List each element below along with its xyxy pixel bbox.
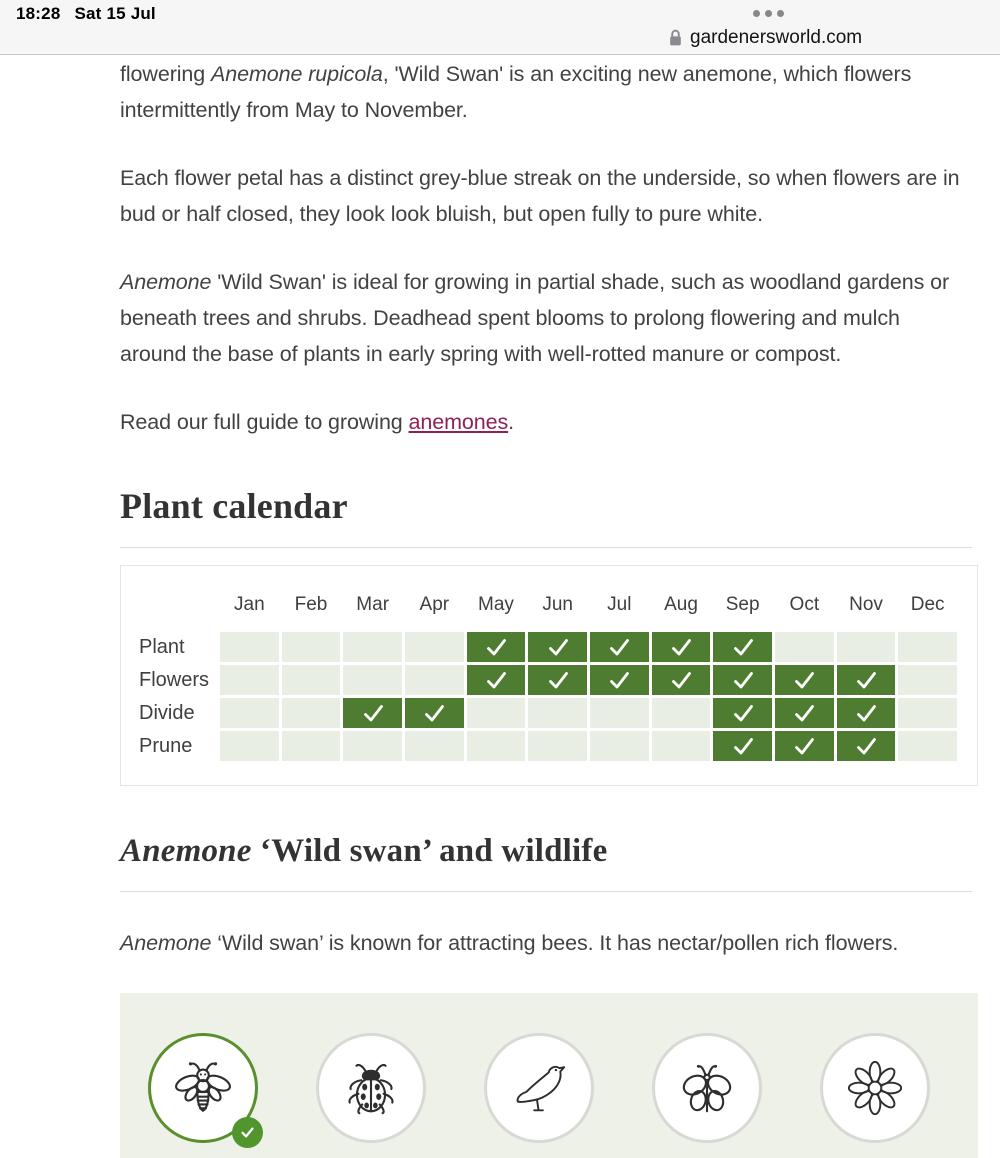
paragraph-petals: Each flower petal has a distinct grey-blue streak on the underside, so when flowers are in bud or half closed, they look look bluish, but open fully to pure white. xyxy=(120,166,960,226)
check-icon xyxy=(607,635,631,659)
month-header: Aug xyxy=(652,586,711,629)
calendar-row-label: Divide xyxy=(139,698,217,728)
text-run: ‘Wild swan’ and wildlife xyxy=(251,833,608,869)
calendar-cell xyxy=(220,632,279,662)
dot-icon xyxy=(765,10,772,17)
month-header: Oct xyxy=(775,586,834,629)
text-run: ‘Wild swan’ is known for attracting bees. It has nectar/pollen rich flowers. xyxy=(211,931,899,955)
check-icon xyxy=(669,668,693,692)
check-icon xyxy=(669,635,693,659)
article-content xyxy=(0,56,1000,1158)
calendar-cell xyxy=(528,632,587,662)
check-icon xyxy=(546,668,570,692)
calendar-cell xyxy=(282,665,341,695)
check-icon xyxy=(731,701,755,725)
latin-name: Anemone rupicola xyxy=(211,62,383,86)
butterfly-icon xyxy=(676,1057,738,1119)
calendar-cell xyxy=(898,698,957,728)
text-run: Read our full guide to growing xyxy=(120,410,409,434)
calendar-cell xyxy=(282,731,341,761)
wildlife-icon-bee xyxy=(148,1033,258,1143)
calendar-cell xyxy=(528,698,587,728)
latin-name: Anemone xyxy=(120,270,212,294)
month-header: Dec xyxy=(898,586,957,629)
calendar-row-label: Flowers xyxy=(139,665,217,695)
wildlife-icon-strip xyxy=(120,993,978,1158)
calendar-cell xyxy=(467,632,526,662)
month-header: Jan xyxy=(220,586,279,629)
latin-name: Anemone xyxy=(120,931,212,955)
text-run: 'Wild Swan' is ideal for growing in partial shade, such as woodland gardens or beneath trees and shrubs. Deadhead spent blooms to prolong flowering and mulch around the base of plants in early spring with well-rotted manure or compost. xyxy=(120,270,950,366)
flower-icon xyxy=(844,1057,906,1119)
calendar-cell xyxy=(528,665,587,695)
latin-name: Anemone xyxy=(120,833,252,869)
plant-calendar-heading: Plant calendar xyxy=(120,486,348,526)
check-icon xyxy=(546,635,570,659)
calendar-cell xyxy=(898,731,957,761)
month-header: Nov xyxy=(837,586,896,629)
check-icon xyxy=(854,668,878,692)
check-icon xyxy=(731,734,755,758)
bird-icon xyxy=(508,1057,570,1119)
check-icon xyxy=(484,635,508,659)
text-run: , 'Wild Swan' is an exciting new anemone, which flowers intermittently from May to November. xyxy=(120,62,912,122)
divider xyxy=(120,891,972,892)
month-header: Apr xyxy=(405,586,464,629)
check-icon xyxy=(239,1124,256,1141)
calendar-cell xyxy=(343,731,402,761)
calendar-cell xyxy=(775,632,834,662)
calendar-cell xyxy=(343,698,402,728)
paragraph-guide xyxy=(120,404,972,440)
calendar-cell xyxy=(528,731,587,761)
month-header: May xyxy=(467,586,526,629)
calendar-cell xyxy=(590,731,649,761)
tab-overflow-dots[interactable] xyxy=(753,10,784,17)
calendar-cell xyxy=(837,632,896,662)
calendar-cell xyxy=(590,698,649,728)
calendar-cell xyxy=(405,665,464,695)
check-icon xyxy=(792,668,816,692)
calendar-cell xyxy=(775,698,834,728)
wildlife-icon-butterfly xyxy=(652,1033,762,1143)
calendar-cell xyxy=(467,731,526,761)
calendar-cell xyxy=(713,731,772,761)
calendar-cell xyxy=(837,665,896,695)
calendar-cell xyxy=(343,665,402,695)
calendar-cell xyxy=(713,698,772,728)
calendar-cell xyxy=(467,665,526,695)
calendar-cell xyxy=(652,665,711,695)
wildlife-icon-ladybird xyxy=(316,1033,426,1143)
calendar-cell xyxy=(405,731,464,761)
calendar-cell xyxy=(898,632,957,662)
calendar-cell xyxy=(590,632,649,662)
calendar-cell xyxy=(467,698,526,728)
ladybird-icon xyxy=(340,1057,402,1119)
text-run: flowering xyxy=(120,62,212,86)
calendar-cell xyxy=(652,698,711,728)
dot-icon xyxy=(777,10,784,17)
month-header: Sep xyxy=(713,586,772,629)
month-header: Feb xyxy=(282,586,341,629)
calendar-cell xyxy=(652,731,711,761)
paragraph-intro xyxy=(120,56,972,128)
calendar-cell xyxy=(713,665,772,695)
calendar-cell xyxy=(590,665,649,695)
calendar-cell xyxy=(405,632,464,662)
calendar-cell xyxy=(837,731,896,761)
check-icon xyxy=(361,701,385,725)
calendar-cell xyxy=(652,632,711,662)
check-icon xyxy=(854,701,878,725)
calendar-cell xyxy=(220,731,279,761)
dot-icon xyxy=(753,10,760,17)
check-icon xyxy=(792,701,816,725)
wildlife-heading xyxy=(120,830,972,872)
check-icon xyxy=(731,635,755,659)
check-icon xyxy=(607,668,631,692)
address-bar[interactable] xyxy=(668,27,862,49)
status-time-date xyxy=(16,4,156,24)
calendar-cell xyxy=(282,698,341,728)
calendar-grid xyxy=(139,586,957,761)
calendar-cell xyxy=(343,632,402,662)
plant-calendar xyxy=(120,565,978,786)
selected-badge xyxy=(232,1117,263,1148)
check-icon xyxy=(731,668,755,692)
calendar-cell xyxy=(713,632,772,662)
lock-icon xyxy=(668,29,683,47)
check-icon xyxy=(854,734,878,758)
divider xyxy=(120,547,972,548)
status-time: 18:28 xyxy=(16,4,61,23)
anemones-link[interactable]: anemones xyxy=(408,410,509,434)
paragraph-wildlife xyxy=(120,925,972,961)
text-run: . xyxy=(508,410,515,434)
check-icon xyxy=(422,701,446,725)
calendar-cell xyxy=(220,665,279,695)
wildlife-icon-flower xyxy=(820,1033,930,1143)
bee-icon xyxy=(172,1057,234,1119)
calendar-cell xyxy=(282,632,341,662)
month-header: Mar xyxy=(343,586,402,629)
check-icon xyxy=(792,734,816,758)
calendar-cell xyxy=(775,731,834,761)
calendar-cell xyxy=(837,698,896,728)
wildlife-icon-bird xyxy=(484,1033,594,1143)
calendar-cell xyxy=(775,665,834,695)
check-icon xyxy=(484,668,508,692)
status-bar xyxy=(0,0,1000,55)
calendar-row-label: Prune xyxy=(139,731,217,761)
calendar-corner xyxy=(139,586,217,629)
calendar-cell xyxy=(405,698,464,728)
status-date: Sat 15 Jul xyxy=(74,4,156,23)
paragraph-growing xyxy=(120,264,972,372)
address-domain: gardenersworld.com xyxy=(690,27,863,48)
calendar-cell xyxy=(898,665,957,695)
month-header: Jun xyxy=(528,586,587,629)
calendar-cell xyxy=(220,698,279,728)
calendar-row-label: Plant xyxy=(139,632,217,662)
month-header: Jul xyxy=(590,586,649,629)
